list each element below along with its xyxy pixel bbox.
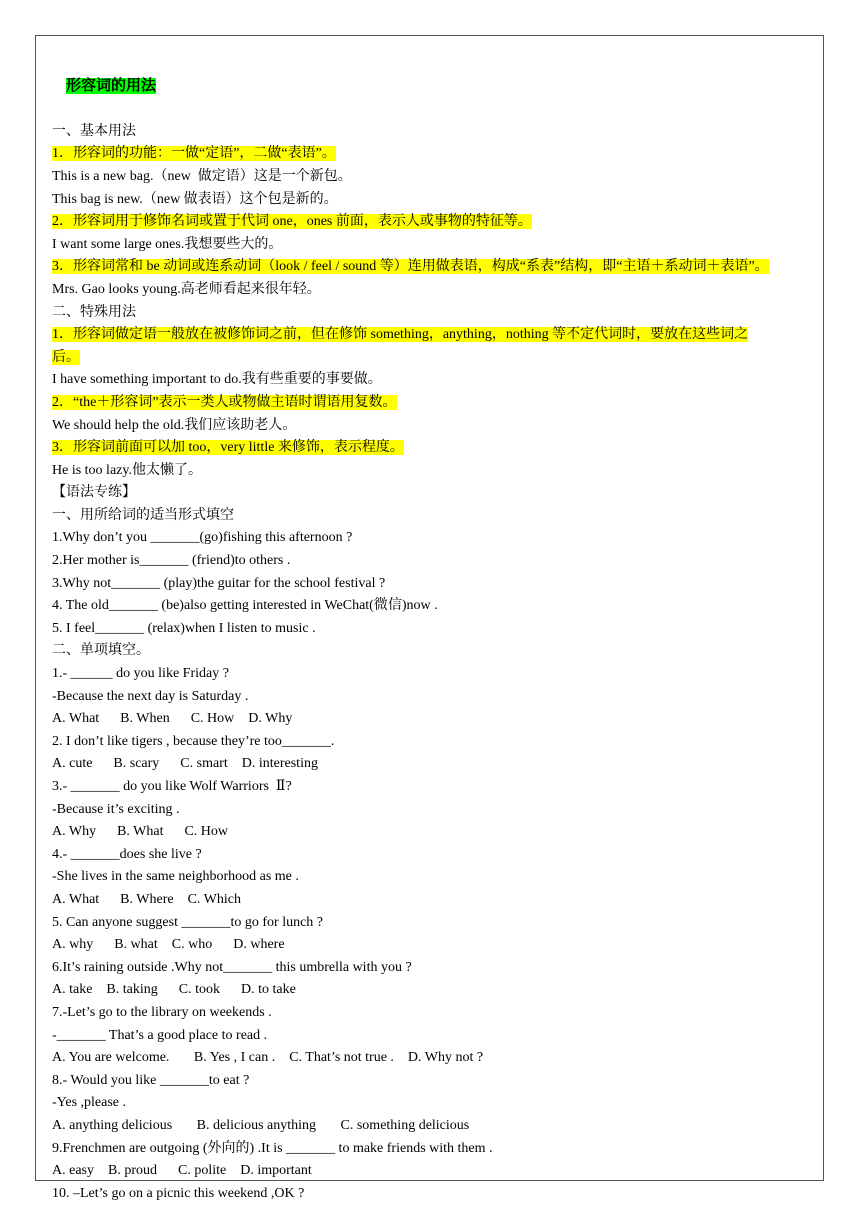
text-line xyxy=(52,437,812,460)
line-text: A. What B. When C. How D. Why xyxy=(52,711,293,727)
line-text: 3.Why not_______ (play)the guitar for the school festival ? xyxy=(52,575,386,591)
line-text: 2.Her mother is_______ (friend)to others . xyxy=(52,553,291,569)
highlighted-text: 3．形容词前面可以加 too，very little 来修饰，表示程度。 xyxy=(52,440,404,456)
line-text: 5. I feel_______ (relax)when I listen to music . xyxy=(52,620,316,636)
line-text: -Because it’s exciting . xyxy=(52,801,180,817)
text-line xyxy=(52,143,812,166)
line-text: -_______ That’s a good place to read . xyxy=(52,1027,268,1043)
text-line xyxy=(52,979,812,1002)
text-lines xyxy=(52,121,812,1206)
line-text: A. cute B. scary C. smart D. interesting xyxy=(52,756,318,772)
document-body xyxy=(52,52,812,1205)
text-line xyxy=(52,460,812,483)
line-text: Mrs. Gao looks young.高老师看起来很年轻。 xyxy=(52,281,321,297)
line-text: 5. Can anyone suggest _______to go for lunch ? xyxy=(52,914,324,930)
line-text: 4.- _______does she live ? xyxy=(52,846,202,862)
text-line xyxy=(52,166,812,189)
line-text: We should help the old.我们应该助老人。 xyxy=(52,417,297,433)
text-line xyxy=(52,505,812,528)
text-line xyxy=(52,1160,812,1183)
line-text: A. why B. what C. who D. where xyxy=(52,937,285,953)
highlighted-text: 1．形容词的功能：一做“定语”，二做“表语”。 xyxy=(52,146,336,162)
line-text: A. You are welcome. B. Yes , I can . C. That’s not true . D. Why not ? xyxy=(52,1050,484,1066)
line-text: 1.Why don’t you _______(go)fishing this afternoon ? xyxy=(52,530,353,546)
text-line xyxy=(52,415,812,438)
text-line xyxy=(52,1183,812,1206)
text-line xyxy=(52,776,812,799)
highlighted-text: 2．形容词用于修饰名词或置于代词 one，ones 前面，表示人或事物的特征等。 xyxy=(52,214,532,230)
line-text: A. anything delicious B. delicious anything C. something delicious xyxy=(52,1117,470,1133)
line-text: A. What B. Where C. Which xyxy=(52,891,241,907)
text-line xyxy=(52,844,812,867)
line-text: -She lives in the same neighborhood as me . xyxy=(52,869,299,885)
line-text: 一、用所给词的适当形式填空 xyxy=(52,507,234,523)
line-text: 【语法专练】 xyxy=(52,485,136,501)
line-text: 1.- ______ do you like Friday ? xyxy=(52,666,229,682)
line-text: 7.-Let’s go to the library on weekends . xyxy=(52,1004,272,1020)
line-text: -Because the next day is Saturday . xyxy=(52,688,249,704)
text-line xyxy=(52,753,812,776)
text-line xyxy=(52,369,812,392)
line-text: I want some large ones.我想要些大的。 xyxy=(52,236,283,252)
text-line xyxy=(52,324,812,347)
text-line xyxy=(52,663,812,686)
line-text: A. easy B. proud C. polite D. important xyxy=(52,1163,312,1179)
text-line xyxy=(52,211,812,234)
page-title: 形容词的用法 xyxy=(66,77,157,94)
text-line xyxy=(52,821,812,844)
text-line xyxy=(52,392,812,415)
text-line xyxy=(52,234,812,257)
text-line xyxy=(52,527,812,550)
text-line xyxy=(52,618,812,641)
text-line xyxy=(52,889,812,912)
text-line xyxy=(52,256,812,279)
text-line xyxy=(52,912,812,935)
text-line xyxy=(52,708,812,731)
line-text: 9.Frenchmen are outgoing (外向的) .It is _______ to make friends with them . xyxy=(52,1140,493,1156)
line-text: 6.It’s raining outside .Why not_______ this umbrella with you ? xyxy=(52,959,412,975)
line-text: -Yes ,please . xyxy=(52,1095,127,1111)
highlighted-text: 2．“the＋形容词”表示一类人或物做主语时谓语用复数。 xyxy=(52,394,397,410)
text-line xyxy=(52,1002,812,1025)
text-line xyxy=(52,1025,812,1048)
text-line xyxy=(52,957,812,980)
text-line xyxy=(52,279,812,302)
text-line xyxy=(52,1115,812,1138)
text-line xyxy=(52,121,812,144)
line-text: A. take B. taking C. took D. to take xyxy=(52,982,296,998)
text-line xyxy=(52,573,812,596)
text-line xyxy=(52,1092,812,1115)
text-line xyxy=(52,1138,812,1161)
line-text: 二、特殊用法 xyxy=(52,304,136,320)
text-line xyxy=(52,866,812,889)
text-line xyxy=(52,686,812,709)
text-line xyxy=(52,731,812,754)
line-text: He is too lazy.他太懒了。 xyxy=(52,462,202,478)
highlighted-text: 3．形容词常和 be 动词或连系动词（look / feel / sound 等）连用做表语，构成“系表”结构，即“主语＋系动词＋表语”。 xyxy=(52,259,769,275)
text-line xyxy=(52,595,812,618)
highlighted-text: 1．形容词做定语一般放在被修饰词之前，但在修饰 something，anything，nothing 等不定代词时，要放在这些词之 xyxy=(52,327,749,343)
line-text: 2. I don’t like tigers , because they’re too_______. xyxy=(52,733,335,749)
line-text: 二、单项填空。 xyxy=(52,643,150,659)
text-line xyxy=(52,189,812,212)
line-text: 8.- Would you like _______to eat ? xyxy=(52,1072,250,1088)
line-text: 3.- _______ do you like Wolf Warriors Ⅱ? xyxy=(52,779,292,794)
highlighted-text: 后。 xyxy=(52,349,80,365)
line-text: I have something important to do.我有些重要的事要做。 xyxy=(52,372,382,388)
line-text: A. Why B. What C. How xyxy=(52,824,229,840)
line-text: 4. The old_______ (be)also getting interested in WeChat(微信)now . xyxy=(52,598,438,614)
line-text: 10. –Let’s go on a picnic this weekend ,OK ? xyxy=(52,1185,305,1201)
text-line xyxy=(52,550,812,573)
text-line xyxy=(52,1047,812,1070)
text-line xyxy=(52,1070,812,1093)
text-line xyxy=(52,302,812,325)
line-text: 一、基本用法 xyxy=(52,123,136,139)
text-line xyxy=(52,640,812,663)
line-text: This is a new bag.（new 做定语）这是一个新包。 xyxy=(52,168,352,184)
text-line xyxy=(52,934,812,957)
line-text: This bag is new.（new 做表语）这个包是新的。 xyxy=(52,191,338,207)
text-line xyxy=(52,799,812,822)
text-line xyxy=(52,482,812,505)
text-line xyxy=(52,347,812,370)
